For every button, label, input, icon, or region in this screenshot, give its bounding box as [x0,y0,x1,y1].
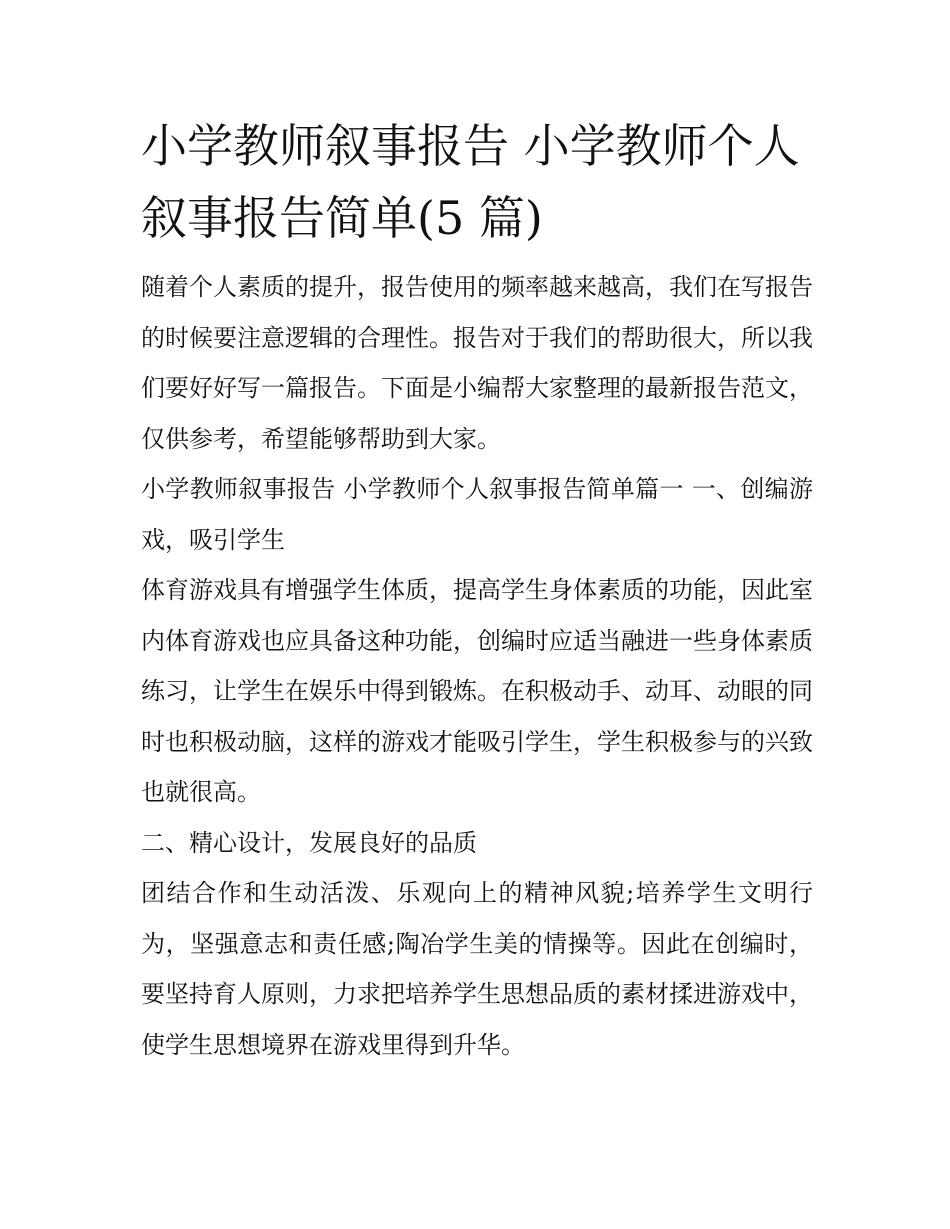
paragraph-intro: 随着个人素质的提升，报告使用的频率越来越高，我们在写报告的时候要注意逻辑的合理性。报告对于我们的帮助很大，所以我们要好好写一篇报告。下面是小编帮大家整理的最新报告范文，仅供参考，希望能够帮助到大家。 [141,273,813,453]
paragraph-section-heading-1: 小学教师叙事报告 小学教师个人叙事报告简单篇一 一、创编游戏，吸引学生 [141,475,813,554]
paragraph-section-heading-2: 二、精心设计，发展良好的品质 [141,828,477,857]
paragraph-body-2: 团结合作和生动活泼、乐观向上的精神风貌;培养学生文明行为，坚强意志和责任感;陶冶学生美的情操等。因此在创编时，要坚持育人原则，力求把培养学生思想品质的素材揉进游戏中，使学生思想境界在游戏里得到升华。 [141,879,813,1059]
document-title: 小学教师叙事报告 小学教师个人叙事报告简单(5 篇) [141,119,800,245]
paragraph-body-1: 体育游戏具有增强学生体质，提高学生身体素质的功能，因此室内体育游戏也应具备这种功能，创编时应适当融进一些身体素质练习，让学生在娱乐中得到锻炼。在积极动手、动耳、动眼的同时也积极动脑，这样的游戏才能吸引学生，学生积极参与的兴致也就很高。 [141,576,813,806]
document-page [141,110,813,1070]
